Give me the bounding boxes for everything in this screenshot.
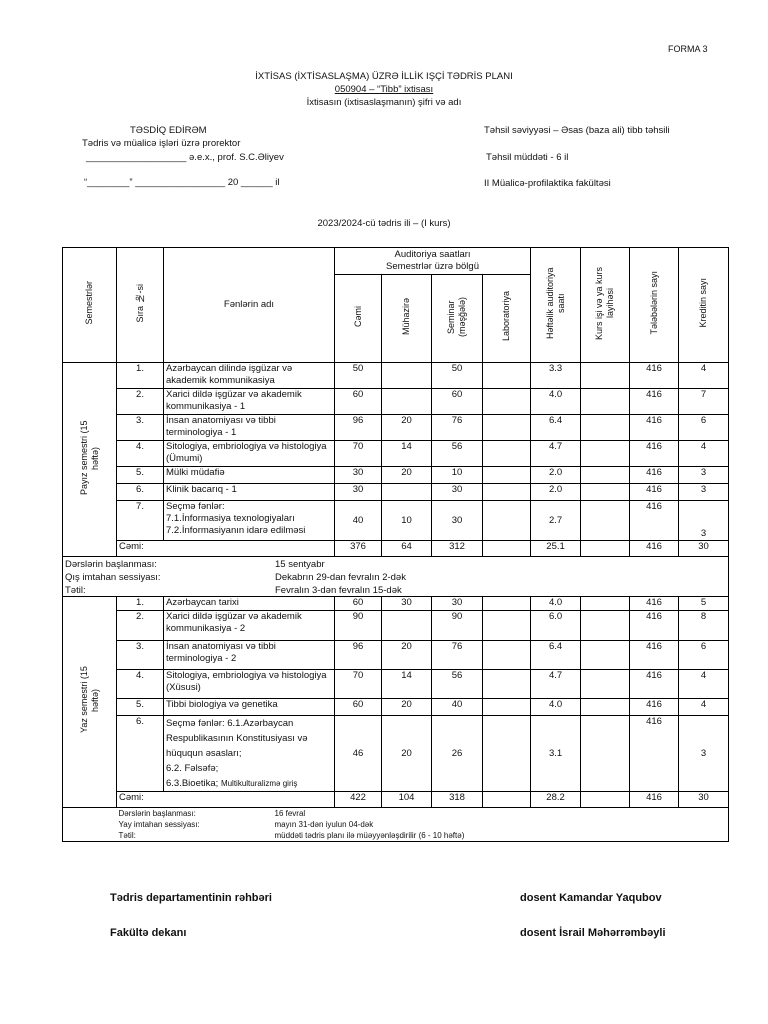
- table-cell: [581, 716, 630, 792]
- table-cell: [581, 611, 630, 641]
- table-cell: 3: [679, 716, 729, 792]
- table-cell: 2.: [117, 389, 164, 415]
- table-cell: 30: [335, 467, 382, 484]
- table-cell: 60: [432, 389, 483, 415]
- table-cell: 6: [679, 415, 729, 441]
- table-cell: [483, 611, 531, 641]
- semester-2-schedule: [63, 808, 729, 842]
- table-row: [63, 484, 729, 501]
- table-cell: [483, 363, 531, 389]
- table-cell: 25.1: [531, 541, 581, 557]
- table-cell: [483, 415, 531, 441]
- table-row: [63, 389, 729, 415]
- table-row: [63, 670, 729, 699]
- approval-signature-line: ___________________ ə.e.x., prof. S.C.Əliyev: [86, 152, 284, 163]
- table-cell: [581, 501, 630, 541]
- table-cell: 14: [382, 441, 432, 467]
- table-cell: 3: [679, 484, 729, 501]
- table-cell: İnsan anatomiyası və tibbi terminologiya - 2: [164, 641, 335, 670]
- table-cell: [382, 611, 432, 641]
- table-row: [63, 467, 729, 484]
- table-cell: 5.: [117, 699, 164, 716]
- table-cell: 376: [335, 541, 382, 557]
- table-cell: [581, 792, 630, 808]
- table-cell: 416: [630, 699, 679, 716]
- table-cell: 416: [630, 467, 679, 484]
- table-cell: 416: [630, 501, 679, 541]
- table-cell: [483, 716, 531, 792]
- table-cell: 312: [432, 541, 483, 557]
- table-cell: 416: [630, 363, 679, 389]
- table-cell: 8: [679, 611, 729, 641]
- table-cell: 30: [432, 501, 483, 541]
- table-cell: 4.: [117, 441, 164, 467]
- table-cell: Cəmi:: [117, 792, 335, 808]
- table-cell: [581, 389, 630, 415]
- header-row-number: Sıra №-si: [117, 248, 164, 363]
- table-cell: [581, 641, 630, 670]
- table-cell: 1.: [117, 363, 164, 389]
- table-cell: 416: [630, 484, 679, 501]
- faculty-name: II Müalicə-profilaktika fakültəsi: [484, 178, 611, 189]
- table-cell: [581, 597, 630, 611]
- table-cell: İnsan anatomiyası və tibbi terminologiya - 1: [164, 415, 335, 441]
- header-weekly-hours: Həftəlik auditoriya saatı: [531, 248, 581, 363]
- table-row-elective: [63, 716, 729, 792]
- table-cell: 30: [679, 792, 729, 808]
- table-cell: Azərbaycan tarixi: [164, 597, 335, 611]
- approval-role: Tədris və müalicə işləri üzrə prorektor: [82, 138, 241, 149]
- table-cell: 56: [432, 670, 483, 699]
- table-cell: [63, 808, 117, 842]
- curriculum-table: [62, 247, 729, 842]
- table-cell: 416: [630, 641, 679, 670]
- header-semesters: Semestrlər: [63, 248, 117, 363]
- table-cell: 5.: [117, 467, 164, 484]
- table-cell: [483, 484, 531, 501]
- table-cell: 7: [679, 389, 729, 415]
- table-cell: 4: [679, 699, 729, 716]
- table-cell: 6: [679, 641, 729, 670]
- table-row: [63, 597, 729, 611]
- table-cell: 6.: [117, 716, 164, 792]
- table-cell: Xarici dildə işgüzar və akademik kommunikasiya - 1: [164, 389, 335, 415]
- header-subject-name: Fənlərin adı: [164, 248, 335, 363]
- table-cell: 2.7: [531, 501, 581, 541]
- table-cell: 96: [335, 415, 382, 441]
- education-level: Təhsil səviyyəsi – Əsas (baza ali) tibb təhsili: [484, 125, 670, 136]
- table-cell: 416: [630, 611, 679, 641]
- table-cell: 90: [335, 611, 382, 641]
- approval-date-line: “________” _________________ 20 ______ il: [84, 177, 280, 188]
- table-cell: 3.: [117, 641, 164, 670]
- specialty-subtitle: İxtisasın (ixtisaslaşmanın) şifri və adı: [306, 97, 462, 108]
- signature-head-name: dosent Kamandar Yaqubov: [520, 892, 662, 904]
- table-cell: [382, 363, 432, 389]
- table-cell: 3: [679, 501, 729, 541]
- table-cell: Xarici dildə işgüzar və akademik kommunikasiya - 2: [164, 611, 335, 641]
- table-cell: 4.0: [531, 699, 581, 716]
- table-cell: [483, 641, 531, 670]
- table-cell: [382, 484, 432, 501]
- header-lecture: Mühazirə: [382, 275, 432, 363]
- table-cell: 50: [335, 363, 382, 389]
- table-cell: 60: [335, 389, 382, 415]
- table-cell: [483, 389, 531, 415]
- table-row: [63, 441, 729, 467]
- table-cell: Sitologiya, embriologiya və histologiya (Ümumi): [164, 441, 335, 467]
- table-cell: [581, 484, 630, 501]
- table-cell: [581, 670, 630, 699]
- table-cell: 6.4: [531, 415, 581, 441]
- table-cell: 30: [382, 597, 432, 611]
- table-cell: Seçmə fənlər: 7.1.İnformasiya texnologiyaları 7.2.İnformasiyanın idarə edilməsi: [164, 501, 335, 541]
- document-header: [0, 70, 768, 109]
- semester-1-label: Payız semestri (15 həftə): [63, 363, 117, 557]
- table-cell: 7.: [117, 501, 164, 541]
- table-row: [63, 611, 729, 641]
- table-cell: [581, 441, 630, 467]
- table-cell: 6.: [117, 484, 164, 501]
- table-cell: [581, 363, 630, 389]
- academic-year: 2023/2024-cü tədris ili – (I kurs): [317, 218, 451, 229]
- table-cell: 416: [630, 389, 679, 415]
- header-auditory-hours: Auditoriya saatları Semestrlər üzrə bölgü: [335, 248, 531, 275]
- table-cell: 6.4: [531, 641, 581, 670]
- table-cell: 10: [382, 501, 432, 541]
- table-cell: Azərbaycan dilində işgüzar və akademik kommunikasiya: [164, 363, 335, 389]
- table-cell: 96: [335, 641, 382, 670]
- table-cell: 416: [630, 541, 679, 557]
- table-cell: 4.0: [531, 389, 581, 415]
- table-cell: 4: [679, 363, 729, 389]
- table-cell: 60: [335, 597, 382, 611]
- table-cell: Tibbi biologiya və genetika: [164, 699, 335, 716]
- table-row-elective: [63, 501, 729, 541]
- table-row: [63, 415, 729, 441]
- table-cell: 4.: [117, 670, 164, 699]
- table-cell: 3.: [117, 415, 164, 441]
- table-cell: 20: [382, 415, 432, 441]
- semester-2-label: Yaz semestri (15 həftə): [63, 597, 117, 808]
- table-cell: [483, 501, 531, 541]
- table-cell: [483, 699, 531, 716]
- table-row-sum: [63, 792, 729, 808]
- table-cell: 2.0: [531, 467, 581, 484]
- table-cell: Dərslərin başlanması: 15 sentyabr Qış imtahan sessiyası: Dekabrın 29-dan fevralın 2-dək Tətil: Fevralın 3-dən fevralın 15-dək: [63, 557, 729, 597]
- table-cell: [483, 792, 531, 808]
- table-cell: [581, 467, 630, 484]
- table-cell: [581, 699, 630, 716]
- header-seminar: Seminar (məşğələ): [432, 275, 483, 363]
- signature-dean-name: dosent İsrail Məhərrəmbəyli: [520, 927, 666, 939]
- signature-head-label: Tədris departamentinin rəhbəri: [110, 892, 272, 904]
- table-cell: Dərslərin başlanması: 16 fevral Yay imtahan sessiyası: mayın 31-dən iyulun 04-dək Tətil: müddəti tədris planı ilə müəyyənləşdirilir (6 - 10 həftə): [117, 808, 729, 842]
- table-cell: 40: [432, 699, 483, 716]
- table-row: [63, 363, 729, 389]
- table-cell: 28.2: [531, 792, 581, 808]
- table-cell: 416: [630, 415, 679, 441]
- semester-1-schedule: [63, 557, 729, 597]
- table-cell: [483, 441, 531, 467]
- table-row-sum: [63, 541, 729, 557]
- table-cell: 4.7: [531, 441, 581, 467]
- table-cell: 2.0: [531, 484, 581, 501]
- table-cell: 20: [382, 716, 432, 792]
- education-duration: Təhsil müddəti - 6 il: [486, 152, 569, 163]
- specialty-code: 050904 – “Tibb” ixtisası: [334, 84, 434, 95]
- table-cell: 20: [382, 467, 432, 484]
- approval-title: TƏSDİQ EDİRƏM: [130, 125, 207, 136]
- table-cell: 26: [432, 716, 483, 792]
- table-cell: Sitologiya, embriologiya və histologiya (Xüsusi): [164, 670, 335, 699]
- table-cell: 56: [432, 441, 483, 467]
- table-cell: 422: [335, 792, 382, 808]
- table-cell: 3: [679, 467, 729, 484]
- table-cell: 318: [432, 792, 483, 808]
- table-cell: Cəmi:: [117, 541, 335, 557]
- table-cell: [382, 389, 432, 415]
- document-title: İXTİSAS (İXTİSASLAŞMA) ÜZRƏ İLLİK IŞÇİ TƏDRİS PLANI: [255, 71, 513, 82]
- table-cell: 50: [432, 363, 483, 389]
- table-cell: 416: [630, 716, 679, 792]
- table-cell: 10: [432, 467, 483, 484]
- table-cell: 416: [630, 441, 679, 467]
- table-cell: 64: [382, 541, 432, 557]
- table-cell: 30: [432, 484, 483, 501]
- table-cell: Seçmə fənlər: 6.1.Azərbaycan Respublikasının Konstitusiyası və hüququn əsasları; 6.2. Fəlsəfə; 6.3.Bioetika; Multikulturalizmə giriş: [164, 716, 335, 792]
- table-cell: [483, 597, 531, 611]
- table-cell: 60: [335, 699, 382, 716]
- header-student-count: Tələbələrin sayı: [630, 248, 679, 363]
- table-cell: 3.3: [531, 363, 581, 389]
- table-cell: 76: [432, 641, 483, 670]
- form-code: FORMA 3: [668, 44, 708, 54]
- table-cell: 4: [679, 670, 729, 699]
- table-cell: 46: [335, 716, 382, 792]
- table-cell: 20: [382, 699, 432, 716]
- table-cell: 5: [679, 597, 729, 611]
- header-credit-count: Kreditin sayı: [679, 248, 729, 363]
- signature-dean-label: Fakültə dekanı: [110, 927, 187, 939]
- table-cell: 76: [432, 415, 483, 441]
- table-cell: 4.7: [531, 670, 581, 699]
- table-cell: [483, 670, 531, 699]
- table-row: [63, 641, 729, 670]
- table-cell: 40: [335, 501, 382, 541]
- header-laboratory: Laboratoriya: [483, 275, 531, 363]
- table-cell: 104: [382, 792, 432, 808]
- table-cell: [483, 467, 531, 484]
- table-cell: [483, 541, 531, 557]
- table-cell: 90: [432, 611, 483, 641]
- table-cell: 2.: [117, 611, 164, 641]
- table-row: [63, 699, 729, 716]
- table-cell: 30: [335, 484, 382, 501]
- table-cell: 4.0: [531, 597, 581, 611]
- table-cell: Mülki müdafiə: [164, 467, 335, 484]
- table-cell: 30: [679, 541, 729, 557]
- table-cell: 3.1: [531, 716, 581, 792]
- header-total: Cəmi: [335, 275, 382, 363]
- table-cell: 416: [630, 670, 679, 699]
- table-cell: 70: [335, 441, 382, 467]
- table-cell: [581, 541, 630, 557]
- table-cell: 416: [630, 597, 679, 611]
- table-cell: 4: [679, 441, 729, 467]
- table-cell: 416: [630, 792, 679, 808]
- header-course-work: Kurs işi və ya kurs layihəsi: [581, 248, 630, 363]
- table-cell: 20: [382, 641, 432, 670]
- table-cell: 30: [432, 597, 483, 611]
- table-cell: 6.0: [531, 611, 581, 641]
- table-cell: 1.: [117, 597, 164, 611]
- table-cell: 70: [335, 670, 382, 699]
- table-cell: 14: [382, 670, 432, 699]
- table-cell: [581, 415, 630, 441]
- table-cell: Klinik bacarıq - 1: [164, 484, 335, 501]
